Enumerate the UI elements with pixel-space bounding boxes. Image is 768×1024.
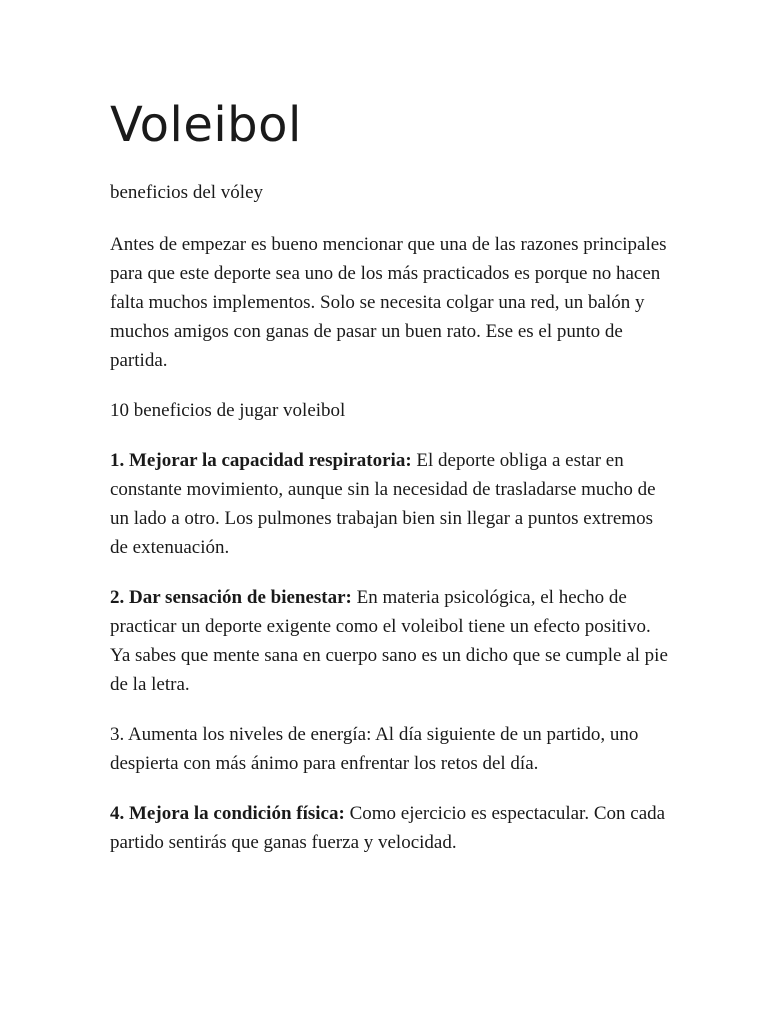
document-subtitle: beneficios del vóley bbox=[110, 182, 264, 203]
benefit-paragraph-2 bbox=[110, 583, 670, 699]
document-page bbox=[110, 96, 670, 878]
benefit-text: 3. Aumenta los niveles de energía: Al día siguiente de un partido, uno despierta con más ánimo para enfrentar los retos del día. bbox=[110, 724, 639, 774]
benefit-lead: 1. Mejorar la capacidad respiratoria: bbox=[110, 450, 412, 471]
benefit-text: Como ejercicio es espectacular. Con cada partido sentirás que ganas fuerza y velocidad. bbox=[110, 803, 666, 853]
list-heading: 10 beneficios de jugar voleibol bbox=[110, 400, 346, 421]
benefit-text: El deporte obliga a estar en constante movimiento, aunque sin la necesidad de trasladarse mucho de un lado a otro. Los pulmones trabajan bien sin llegar a puntos extremos de extenuación. bbox=[110, 450, 656, 558]
benefit-paragraph-3 bbox=[110, 720, 670, 778]
benefit-text: En materia psicológica, el hecho de practicar un deporte exigente como el voleibol tiene un efecto positivo. Ya sabes que mente sana en cuerpo sano es un dicho que se cumple al pie de la letra. bbox=[110, 587, 668, 695]
benefit-lead: 2. Dar sensación de bienestar: bbox=[110, 587, 352, 608]
benefit-lead: 4. Mejora la condición física: bbox=[110, 803, 345, 824]
benefit-paragraph-1 bbox=[110, 446, 670, 562]
benefit-paragraph-4 bbox=[110, 799, 670, 857]
intro-paragraph: Antes de empezar es bueno mencionar que una de las razones principales para que este deporte sea uno de los más practicados es porque no hacen falta muchos implementos. Solo se necesita colgar una red, un balón y muchos amigos con ganas de pasar un buen rato. Ese es el punto de partida. bbox=[110, 234, 667, 371]
document-title: Voleibol bbox=[110, 97, 302, 153]
